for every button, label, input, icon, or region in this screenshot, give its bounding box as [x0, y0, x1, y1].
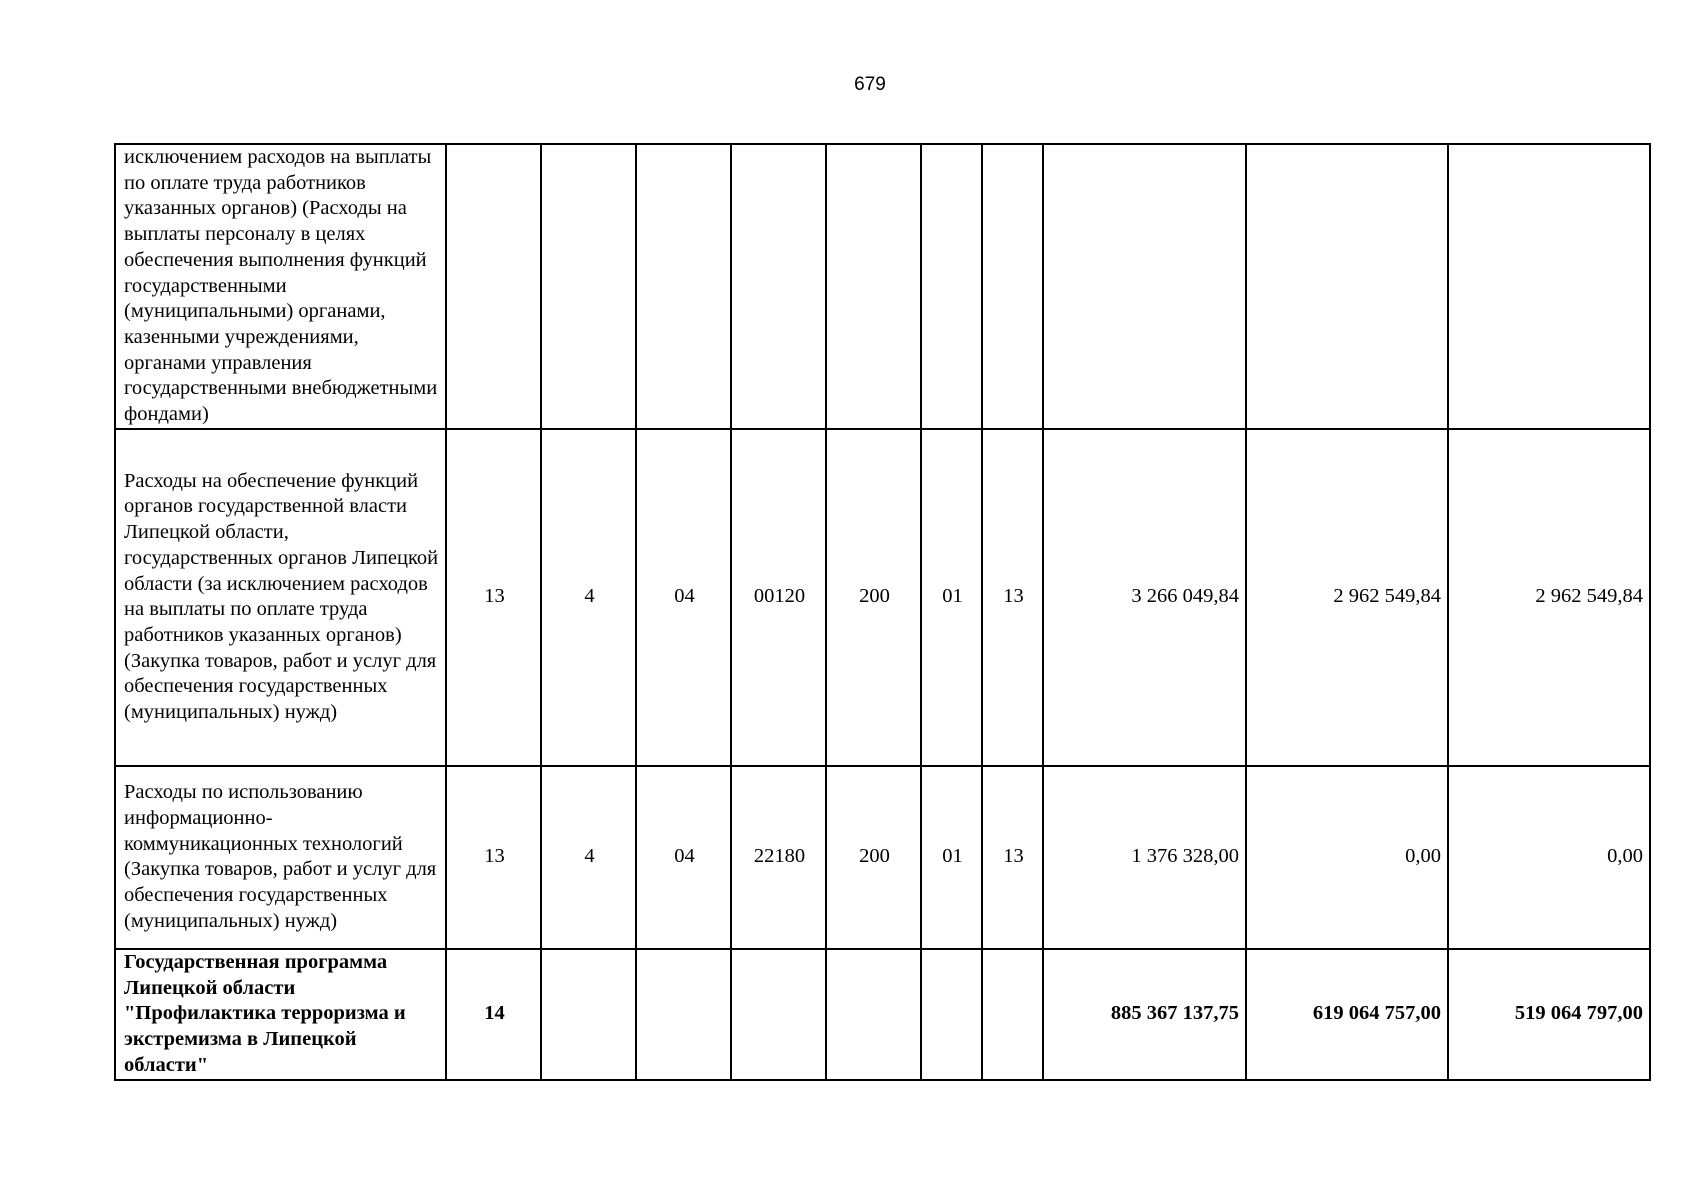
table-row [115, 766, 1650, 949]
code-cell: 04 [636, 429, 731, 766]
code-cell: 22180 [731, 766, 826, 949]
code-cell: 4 [541, 766, 636, 949]
amount-cell: 3 266 049,84 [1043, 429, 1246, 766]
row-name-cell: исключением расходов на выплаты по оплате труда работников указанных органов) (Расходы на выплаты персоналу в целях обеспечения выполнения функций государственными (муниципальными) органами, казенными учреждениями, органами управления государственными внебюджетными фондами) [115, 144, 446, 429]
code-cell [826, 949, 921, 1080]
code-cell [921, 949, 982, 1080]
code-cell: 200 [826, 429, 921, 766]
amount-cell: 2 962 549,84 [1246, 429, 1448, 766]
code-cell: 200 [826, 766, 921, 949]
amount-cell: 0,00 [1246, 766, 1448, 949]
code-cell: 00120 [731, 429, 826, 766]
amount-cell [1043, 144, 1246, 429]
code-cell [921, 144, 982, 429]
code-cell [636, 949, 731, 1080]
amount-cell: 519 064 797,00 [1448, 949, 1650, 1080]
code-cell: 04 [636, 766, 731, 949]
code-cell: 14 [446, 949, 541, 1080]
amount-cell: 885 367 137,75 [1043, 949, 1246, 1080]
budget-table [114, 143, 1651, 1081]
amount-cell: 619 064 757,00 [1246, 949, 1448, 1080]
amount-cell: 0,00 [1448, 766, 1650, 949]
code-cell [446, 144, 541, 429]
amount-cell [1448, 144, 1650, 429]
code-cell [826, 144, 921, 429]
code-cell: 13 [982, 429, 1043, 766]
table-row [115, 429, 1650, 766]
amount-cell: 1 376 328,00 [1043, 766, 1246, 949]
code-cell [541, 144, 636, 429]
row-name-cell: Государственная программа Липецкой области "Профилактика терроризма и экстремизма в Липецкой области" [115, 949, 446, 1080]
code-cell [731, 144, 826, 429]
code-cell: 01 [921, 429, 982, 766]
code-cell: 13 [446, 766, 541, 949]
page-number: 679 [854, 74, 886, 95]
table-row-program-total [115, 949, 1650, 1080]
code-cell: 13 [982, 766, 1043, 949]
row-name-cell: Расходы на обеспечение функций органов государственной власти Липецкой области, государственных органов Липецкой области (за исключением расходов на выплаты по оплате труда работников указанных органов) (Закупка товаров, работ и услуг для обеспечения государственных (муниципальных) нужд) [115, 429, 446, 766]
code-cell: 4 [541, 429, 636, 766]
code-cell [731, 949, 826, 1080]
code-cell [636, 144, 731, 429]
code-cell [982, 144, 1043, 429]
table-row [115, 144, 1650, 429]
amount-cell [1246, 144, 1448, 429]
row-name-cell: Расходы по использованию информационно-коммуникационных технологий (Закупка товаров, работ и услуг для обеспечения государственных (муниципальных) нужд) [115, 766, 446, 949]
code-cell: 01 [921, 766, 982, 949]
code-cell [541, 949, 636, 1080]
code-cell: 13 [446, 429, 541, 766]
amount-cell: 2 962 549,84 [1448, 429, 1650, 766]
code-cell [982, 949, 1043, 1080]
